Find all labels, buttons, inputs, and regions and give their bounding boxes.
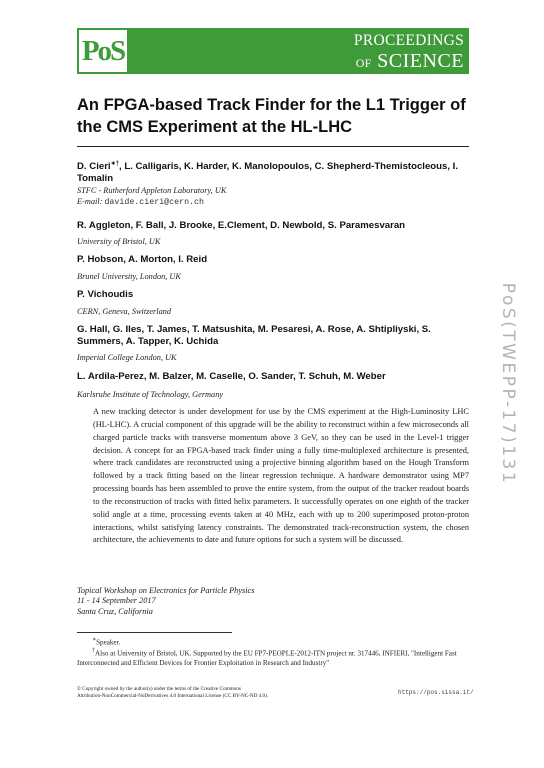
pos-url-link[interactable]: https://pos.sissa.it/: [398, 689, 474, 696]
authors-group-6: L. Ardila-Perez, M. Balzer, M. Caselle, O. Sander, T. Schuh, M. Weber: [77, 371, 386, 382]
authors-group-1: D. Cieri∗†, L. Calligaris, K. Harder, K. Manolopoulos, C. Shepherd-Themistocleous, I. Tomalin: [77, 161, 459, 185]
pos-logo: PoS: [77, 28, 129, 74]
speaker-mark: ∗: [110, 161, 116, 167]
license-line-1: © Copyright owned by the author(s) under the terms of the Creative Commons: [77, 686, 241, 692]
license-line-2: Attribution-NonCommercial-NoDerivatives 4.0 International License (CC BY-NC-ND 4.0).: [77, 693, 269, 700]
affiliation-6: Karlsruhe Institute of Technology, Germany: [77, 390, 224, 399]
affiliation-3: Brunel University, London, UK: [77, 272, 181, 281]
email-line: E-mail: davide.cieri@cern.ch: [77, 197, 205, 207]
affiliation-2: University of Bristol, UK: [77, 237, 161, 246]
header-of: OF: [355, 56, 372, 70]
authors-group-4: P. Vichoudis: [77, 289, 134, 300]
affiliation-4: CERN, Geneva, Switzerland: [77, 307, 172, 316]
paper-title: An FPGA-based Track Finder for the L1 Trigger of the CMS Experiment at the HL-LHC: [77, 96, 466, 136]
authors-group-5: G. Hall, G. Iles, T. James, T. Matsushita, M. Pesaresi, A. Rose, A. Shtipliyski, S. Summers, A. Tapper, K. Uchida: [77, 324, 431, 347]
workshop-name: Topical Workshop on Electronics for Particle Physics: [77, 586, 255, 595]
header-of-science: [356, 50, 464, 73]
footnote-affiliation: †Also at University of Bristol, UK. Supported by the EU FP7-PEOPLE-2012-ITN project nr. 317446, INFIERI, "Intelligent Fast Interconnected and Efficient Devices for Frontier Exploitation in Research and Industry": [77, 648, 457, 667]
license-notice: [77, 686, 327, 701]
workshop-dates: 11 - 14 September 2017: [77, 596, 156, 606]
workshop-place: Santa Cruz, California: [77, 606, 153, 616]
email-link[interactable]: davide.cieri@cern.ch: [104, 198, 205, 207]
authors-group-2: R. Aggleton, F. Ball, J. Brooke, E.Clement, D. Newbold, S. Paramesvaran: [77, 220, 406, 231]
affiliation-1: STFC - Rutherford Appleton Laboratory, UK: [77, 186, 227, 195]
header-science: SCIENCE: [377, 50, 464, 72]
authors-group-3: P. Hobson, A. Morton, I. Reid: [77, 254, 208, 265]
footnote-speaker: ∗Speaker.: [92, 637, 121, 647]
abstract: A new tracking detector is under development for use by the CMS experiment at the High-Luminosity LHC (HL-LHC). A crucial component of this upgrade will be the ability to reconstruct within a few microseconds all charged particle tracks with transverse momentum above 3 GeV, so they can be used in the Level-1 trigger decision. A concept for an FPGA-based track finder using a fully time-multiplexed architecture is presented, where track candidates are reconstructed using a projective binning algorithm based on the Hough Transform followed by a track fitting based on the linear regression technique. A hardware demonstrator using MP7 processing boards has been assembled to prove the entire system, from the output of the tracker readout boards to the reconstruction of tracks with fitted helix parameters. It successfully operates on one eighth of the tracker solid angle at a time, processing events taken at 40 MHz, each with up to 200 superimposed proton-proton interactions, whilst satisfying latency constraints. The demonstrated track-reconstruction system, the chosen architecture, the achievements to date and future options for such a system will be discussed.: [93, 407, 469, 545]
title-rule: [77, 146, 469, 147]
affiliation-5: Imperial College London, UK: [77, 353, 177, 362]
dagger-mark: †: [115, 161, 119, 167]
workshop-info: [77, 586, 377, 617]
header-proceedings: PROCEEDINGS: [353, 32, 464, 49]
footnote-rule: [77, 632, 232, 633]
pos-identifier-sidebar: PoS(TWEPP-17)131: [498, 282, 518, 486]
